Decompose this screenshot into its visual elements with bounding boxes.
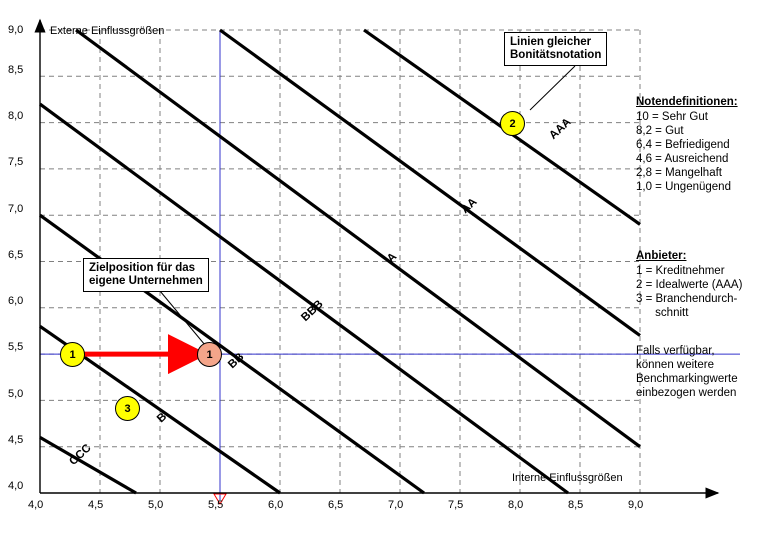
provider-item-2: 3 = Branchendurch- <box>636 293 738 305</box>
x-tick-5-0: 5,0 <box>148 499 164 511</box>
provider-item-3: schnitt <box>636 307 689 319</box>
iso-callout-line1: Linien gleicher <box>510 36 592 48</box>
rating-label-a: A <box>385 250 400 266</box>
grades-title: Notendefinitionen: <box>636 96 738 108</box>
grade-item-0: 10 = Sehr Gut <box>636 111 708 123</box>
rating-label-bb: BB <box>226 350 247 372</box>
x-tick-6-5: 6,5 <box>328 499 344 511</box>
y-tick-8-0: 8,0 <box>8 110 24 122</box>
y-tick-7-5: 7,5 <box>8 156 24 168</box>
rating-label-b: B <box>155 410 170 426</box>
x-tick-8-0: 8,0 <box>508 499 524 511</box>
x-tick-5-5: 5,5 <box>208 499 224 511</box>
y-tick-9-0: 9,0 <box>8 24 24 36</box>
grade-item-2: 6,4 = Befriedigend <box>636 139 730 151</box>
x-tick-4-5: 4,5 <box>88 499 104 511</box>
providers-title: Anbieter: <box>636 250 687 262</box>
grade-item-5: 1,0 = Ungenügend <box>636 181 731 193</box>
grade-item-4: 2,8 = Mangelhaft <box>636 167 722 179</box>
data-point-1-target[interactable]: 1 <box>197 342 222 367</box>
y-tick-6-5: 6,5 <box>8 249 24 261</box>
y-tick-7-0: 7,0 <box>8 203 24 215</box>
data-point-2-ideal[interactable]: 2 <box>500 111 525 136</box>
provider-item-0: 1 = Kreditnehmer <box>636 265 725 277</box>
rating-label-bbb: BBB <box>299 298 326 324</box>
x-tick-9-0: 9,0 <box>628 499 644 511</box>
note-line-1: können weitere <box>636 359 714 371</box>
x-tick-7-5: 7,5 <box>448 499 464 511</box>
data-point-1-current[interactable]: 1 <box>60 342 85 367</box>
y-axis-title: Externe Einflussgrößen <box>50 25 165 37</box>
rating-label-aa: AA <box>459 195 480 217</box>
rating-label-aaa: AAA <box>547 116 574 142</box>
y-tick-4-0: 4,0 <box>8 480 24 492</box>
x-axis-title: Interne Einflussgrößen <box>512 472 623 484</box>
provider-item-1: 2 = Idealwerte (AAA) <box>636 279 743 291</box>
grade-item-3: 4,6 = Ausreichend <box>636 153 729 165</box>
grade-item-1: 8,2 = Gut <box>636 125 684 137</box>
data-point-3-industry[interactable]: 3 <box>115 396 140 421</box>
x-tick-4-0: 4,0 <box>28 499 44 511</box>
y-tick-5-0: 5,0 <box>8 388 24 400</box>
target-position-callout <box>83 258 209 292</box>
rating-label-ccc: CCC <box>67 442 94 468</box>
note-line-0: Falls verfügbar, <box>636 345 715 357</box>
note-line-2: Benchmarkingwerte <box>636 373 738 385</box>
iso-lines-callout <box>504 32 607 66</box>
note-line-3: einbezogen werden <box>636 387 737 399</box>
x-tick-7-0: 7,0 <box>388 499 404 511</box>
target-callout-line2: eigene Unternehmen <box>89 275 203 287</box>
iso-callout-line2: Bonitätsnotation <box>510 49 602 61</box>
x-tick-6-0: 6,0 <box>268 499 284 511</box>
y-tick-8-5: 8,5 <box>8 64 24 76</box>
y-tick-4-5: 4,5 <box>8 434 24 446</box>
target-callout-line1: Zielposition für das <box>89 262 196 274</box>
y-tick-5-6: 5,5 <box>8 341 24 353</box>
y-tick-6-0: 6,0 <box>8 295 24 307</box>
x-tick-8-5: 8,5 <box>568 499 584 511</box>
